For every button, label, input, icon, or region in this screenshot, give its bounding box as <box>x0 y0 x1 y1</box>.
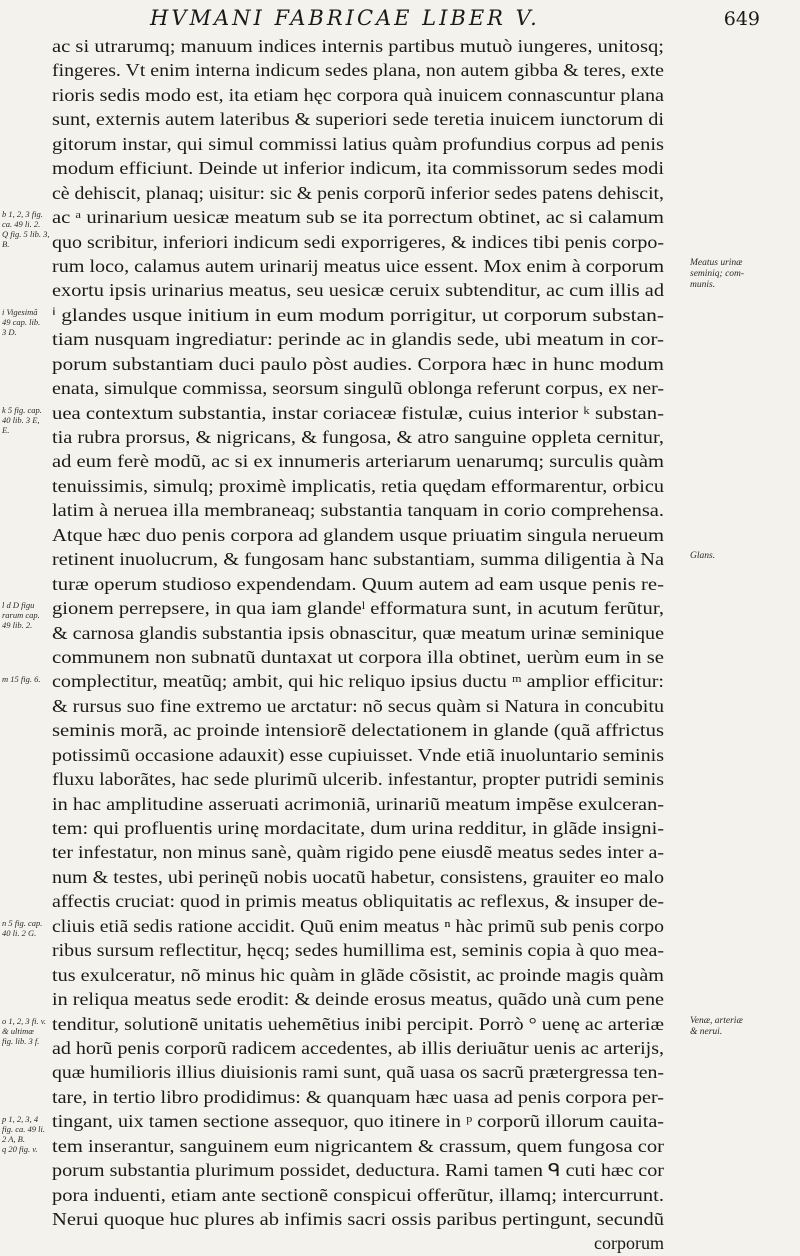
text-line: tare, in tertio libro prodidimus: & quanquam hæc uasa ad penis corpora per- <box>52 1086 664 1107</box>
text-line: tem: qui profluentis urinę mordacitate, dum urina redditur, in glãde insigni- <box>52 818 664 838</box>
text-line: fluxu laborãtes, hac sede plurimũ ulcerib. infestantur, propter putridi seminis <box>52 769 664 790</box>
margin-note <box>2 674 50 684</box>
margin-note-line: Glans. <box>690 551 716 562</box>
text-line: Atque hæc duo penis corpora ad glandem usque priuatim singula nerueum <box>52 524 664 545</box>
text-line: uea contextum substantia, instar coriaceæ fistulæ, cuius interior ᵏ substan- <box>52 402 664 423</box>
text-line: tenuissimis, simulq; proximè implicatis, retia quędam efformarentur, orbicu <box>52 475 664 496</box>
margin-note-line: Q fig. 5 lib. 3, B. <box>2 229 50 250</box>
margin-note-line: 2 A, B. <box>2 1133 25 1144</box>
margin-note-line: 49 lib. 2. <box>2 620 33 631</box>
margin-note-line: Meatus urinæ <box>690 258 743 269</box>
margin-note <box>690 1016 794 1038</box>
margin-note-line: q 20 fig. v. <box>2 1143 38 1154</box>
text-line: rioris sedis modo est, ita etiam hęc corpora quà inuicem connascuntur plana <box>52 84 664 105</box>
text-line: complectitur, meatũq; ambit, qui hic reliquo ipsius ductu ᵐ amplior efficitur: <box>52 671 664 692</box>
margin-note <box>2 1114 50 1154</box>
text-line: gionem perrepsere, in qua iam glandeˡ efformatura sunt, in acutum ferũtur, <box>52 598 664 619</box>
page-number: 649 <box>723 8 760 30</box>
text-line: tem inserantur, sanguinem eum nigricantem & crassum, quem fungosa cor <box>52 1135 664 1156</box>
margin-note <box>2 307 50 337</box>
margin-note <box>2 1016 50 1046</box>
text-line: cè dehiscit, planaq; uisitur: sic & penis corporũ inferior sedes patens dehiscit, <box>52 182 664 203</box>
margin-note-line: m 15 fig. 6. <box>2 673 41 684</box>
text-line: latim à neruea illa membraneaq; substantia tanquam in corio comprehensa. <box>52 500 664 521</box>
text-line: quo scribitur, inferiori indicum sedi exporrigeres, & indices tibi penis corpo- <box>52 231 664 252</box>
text-line: pora induenti, etiam ante sectionẽ conspicui offerũtur, illamq; intercurrunt. <box>52 1184 664 1205</box>
text-line: num & testes, ubi perinęũ nobis uocatũ habetur, consistens, grauiter eo malo <box>52 866 664 887</box>
text-line: fingeres. Vt enim interna indicum sedes plana, non autem gibba & teres, exte <box>52 60 664 81</box>
margin-note-line: E. <box>2 424 10 435</box>
margin-note-line: 49 cap. lib. <box>2 316 41 327</box>
margin-note-line: k 5 fig. cap. <box>2 404 42 415</box>
text-line: communem non subnatũ duntaxat ut corpora illa obtinet, uerùm eum in se <box>52 646 664 667</box>
margin-note-line: i Vigesimã <box>2 306 38 317</box>
text-line: porum substantia plurimum possidet, deductura. Rami tamen ᑫ cuti hæc cor <box>52 1160 664 1181</box>
running-head: HVMANI FABRICAE LIBER V. <box>150 6 540 30</box>
text-line: ad horũ penis corporũ radicem accedentes, ab illis deriuãtur uenis ac arterijs, <box>52 1037 664 1058</box>
text-line: potissimũ occasione adauxit) esse cupiuisset. Vnde etiã inuoluntario seminis <box>52 744 664 765</box>
margin-note-line: 40 li. 2 G. <box>2 928 37 939</box>
margin-note <box>690 258 794 291</box>
margin-note <box>690 551 794 562</box>
text-line: tingant, uix tamen sectione assequor, quo itinere in ᵖ corporũ illorum cauita- <box>52 1111 664 1132</box>
text-line: tus exulceratur, nõ minus hic quàm in glãde cõsistit, ac proinde magis quàm <box>52 964 664 985</box>
page-header <box>150 6 760 34</box>
margin-note-line: l d D figu <box>2 600 35 611</box>
text-line: cliuis etiã sedis ratione accidit. Quũ enim meatus ⁿ hàc primũ sub penis corpo <box>52 915 664 936</box>
margin-note-line: munis. <box>690 280 716 291</box>
margin-note-line: n 5 fig. cap. <box>2 918 43 929</box>
text-line: quæ humilioris illius diuisionis rami sunt, quã uasa os sacrũ prætergressa ten- <box>52 1062 664 1083</box>
margin-note-line: 3 D. <box>2 326 17 337</box>
text-line: ter infestatur, non minus sanè, quàm rigido pene eiusdẽ meatus sedes inter a- <box>52 842 664 863</box>
text-line: affectis cruciat: quod in primis meatus obliquitatis ac reflexus, & insuper de- <box>52 891 664 912</box>
text-line: rum loco, calamus autem urinarij meatus uice essent. Mox enim à corporum <box>52 255 664 276</box>
margin-note-line: o 1, 2, 3 fi. v. <box>2 1016 46 1026</box>
margin-note <box>2 918 50 938</box>
text-line: in reliqua meatus sede erodit: & deinde erosus meatus, quãdo unà cum pene <box>52 989 664 1010</box>
margin-note-line: ca. 49 li. 2. <box>2 219 41 230</box>
margin-note <box>2 209 50 249</box>
text-line: ⁱ glandes usque initium in eum modum porrigitur, ut corporum substan- <box>52 304 664 325</box>
text-line: ribus sursum reflectitur, hęcq; sedes humillima est, seminis copia à quo mea- <box>52 940 664 961</box>
margin-note-line: p 1, 2, 3, 4 <box>2 1113 39 1124</box>
text-line: exortu ipsis urinarius meatus, seu uesicæ ceruix subtenditur, ac cum illis ad <box>52 280 664 301</box>
text-line: ad eum ferè modũ, ac si ex innumeris arteriarum uenarumq; surculis quàm <box>52 451 664 472</box>
text-line: in hac amplitudine asseruati acrimoniã, urinariũ meatum impẽse exulceran- <box>52 793 664 814</box>
margin-note-line: & ultimæ <box>2 1026 34 1036</box>
text-line: tiam nusquam ingrediatur: perinde ac in glandis sede, ubi meatum in cor- <box>52 329 664 350</box>
text-line: turæ operum studioso expendendam. Quum autem ad eam usque penis re- <box>52 573 664 594</box>
margin-note-line: seminiq; com- <box>690 269 745 280</box>
text-line: & carnosa glandis substantia ipsis obnascitur, quæ meatum urinæ seminique <box>52 622 664 643</box>
text-line: enata, simulque commissa, seorsum singulũ oblonga referunt corpus, ex ner- <box>52 378 664 399</box>
text-line: & rursus suo fine extremo ue arctatur: nõ secus quàm si Natura in concubitu <box>52 695 664 716</box>
text-line: corporum <box>594 1233 664 1254</box>
text-line: retinent inuolucrum, & fungosam hanc substantiam, summa diligentia à Na <box>52 549 664 570</box>
margin-note-line: fig. ca. 49 li. <box>2 1123 45 1134</box>
margin-note-line: Venæ, arteriæ <box>690 1016 743 1026</box>
text-line: ac si utrarumq; manuum indices internis partibus mutuò iungeres, unitosq; <box>52 36 664 56</box>
text-line: tenditur, solutionẽ unitatis uehemẽtius inibi percipit. Porrò ° uenę ac arteriæ <box>52 1013 664 1034</box>
margin-note <box>2 600 50 630</box>
margin-note-line: fig. lib. 3 f. <box>2 1036 40 1046</box>
margin-note-line: b 1, 2, 3 fig. <box>2 209 43 220</box>
text-line: gitorum instar, qui simul commissi latius quàm profundius corpus ad penis <box>52 133 664 154</box>
text-line: Nerui quoque huc plures ab infimis sacri ossis paribus pertingunt, secundũ <box>52 1209 664 1229</box>
text-line: sunt, externis autem lateribus & superiori sede teretia inuicem iunctorum di <box>52 109 664 130</box>
margin-note-line: 40 lib. 3 E, <box>2 414 40 425</box>
margin-note <box>2 405 50 435</box>
text-line: modum efficiunt. Deinde ut inferior indicum, ita commissorum sedes modi <box>52 158 664 179</box>
body-text <box>52 34 664 1256</box>
text-line: ac ᵃ urinarium uesicæ meatum sub se ita porrectum obtinet, ac si calamum <box>52 207 664 228</box>
margin-note-line: rarum cap. <box>2 610 40 621</box>
text-line: tia rubra prorsus, & nigricans, & fungosa, & atro sanguine oppleta cernitur, <box>52 427 664 447</box>
margin-note-line: & nerui. <box>690 1027 723 1037</box>
text-line: seminis morã, ac proinde intensiorẽ delectationem in glande (quã affrictus <box>52 720 664 741</box>
text-line: porum substantiam duci paulo pòst audies. Corpora hæc in hunc modum <box>52 353 664 374</box>
